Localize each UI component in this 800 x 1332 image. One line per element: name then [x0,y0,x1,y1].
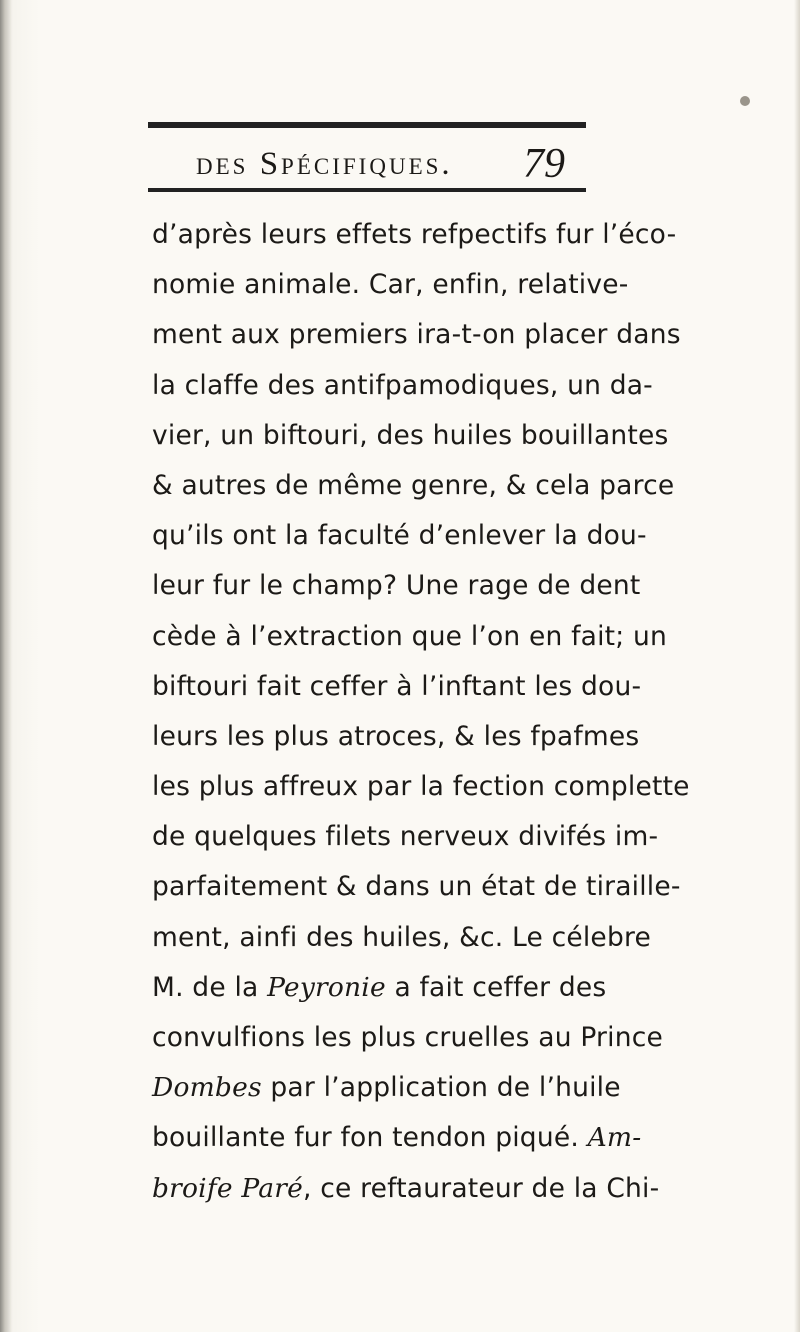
text-segment: , ce reftaurateur de la Chi- [302,1172,660,1204]
text-line [152,210,677,260]
text-segment: la claffe des antifpamodiques, un da- [152,369,653,401]
text-line [152,461,675,511]
text-line [152,561,641,611]
text-segment: nomie animale. Car, enfin, relative- [152,269,629,301]
running-head [196,140,596,188]
text-line [152,310,681,360]
text-line [152,812,659,862]
text-segment: a fait ceffer des [385,971,607,1003]
italic-text: Am- [587,1122,642,1154]
text-line [152,963,607,1013]
text-segment: M. de la [152,971,268,1003]
text-segment: parfaitement & dans un état de tiraille- [152,871,681,903]
text-line [152,712,640,762]
text-line [152,762,690,812]
text-line [152,411,669,461]
text-segment: d’après leurs effets refpectifs fur l’éco- [152,219,677,250]
text-segment: ment aux premiers ira-t-on placer dans [152,319,681,351]
text-segment: qu’ils ont la faculté d’enlever la dou- [152,520,647,552]
text-line [152,662,642,712]
italic-text: Dombes [152,1072,262,1104]
text-line [152,361,653,411]
text-line [152,1063,621,1113]
page-number: 79 [523,141,565,187]
text-line [152,1164,660,1214]
text-segment: vier, un biftouri, des huiles bouillantes [152,419,669,451]
text-segment: de quelques filets nerveux divifés im- [152,821,659,853]
text-line [152,862,681,912]
ink-spot [740,96,750,106]
running-head-title: des Spécifiques. [196,146,453,182]
text-line [152,511,647,561]
text-segment: biftouri fait ceffer à l’inftant les dou- [152,670,642,702]
text-segment: ment, ainfi des huiles, &c. Le célebre [152,921,651,953]
header-rule-top [148,122,586,128]
italic-text: Peyronie [267,971,386,1003]
text-line [152,1013,663,1063]
text-line [152,612,668,662]
text-line [152,260,629,310]
text-segment: bouillante fur fon tendon piqué. [152,1122,588,1154]
italic-text: broife Paré [152,1172,303,1204]
text-segment: leur fur le champ? Une rage de dent [152,570,641,602]
text-line [152,1113,642,1163]
text-segment: les plus affreux par la fection complette [152,771,690,803]
text-segment: par l’application de l’huile [261,1072,621,1104]
text-segment: convulfions les plus cruelles au Prince [152,1022,663,1053]
header-rule-bottom [148,188,586,192]
body-text [152,210,690,1214]
text-segment: leurs les plus atroces, & les fpafmes [152,720,640,752]
text-segment: cède à l’extraction que l’on en fait; un [152,620,668,652]
text-line [152,913,651,963]
page-edge [794,0,800,1332]
spine-shadow [0,0,12,1332]
text-segment: & autres de même genre, & cela parce [152,469,675,501]
